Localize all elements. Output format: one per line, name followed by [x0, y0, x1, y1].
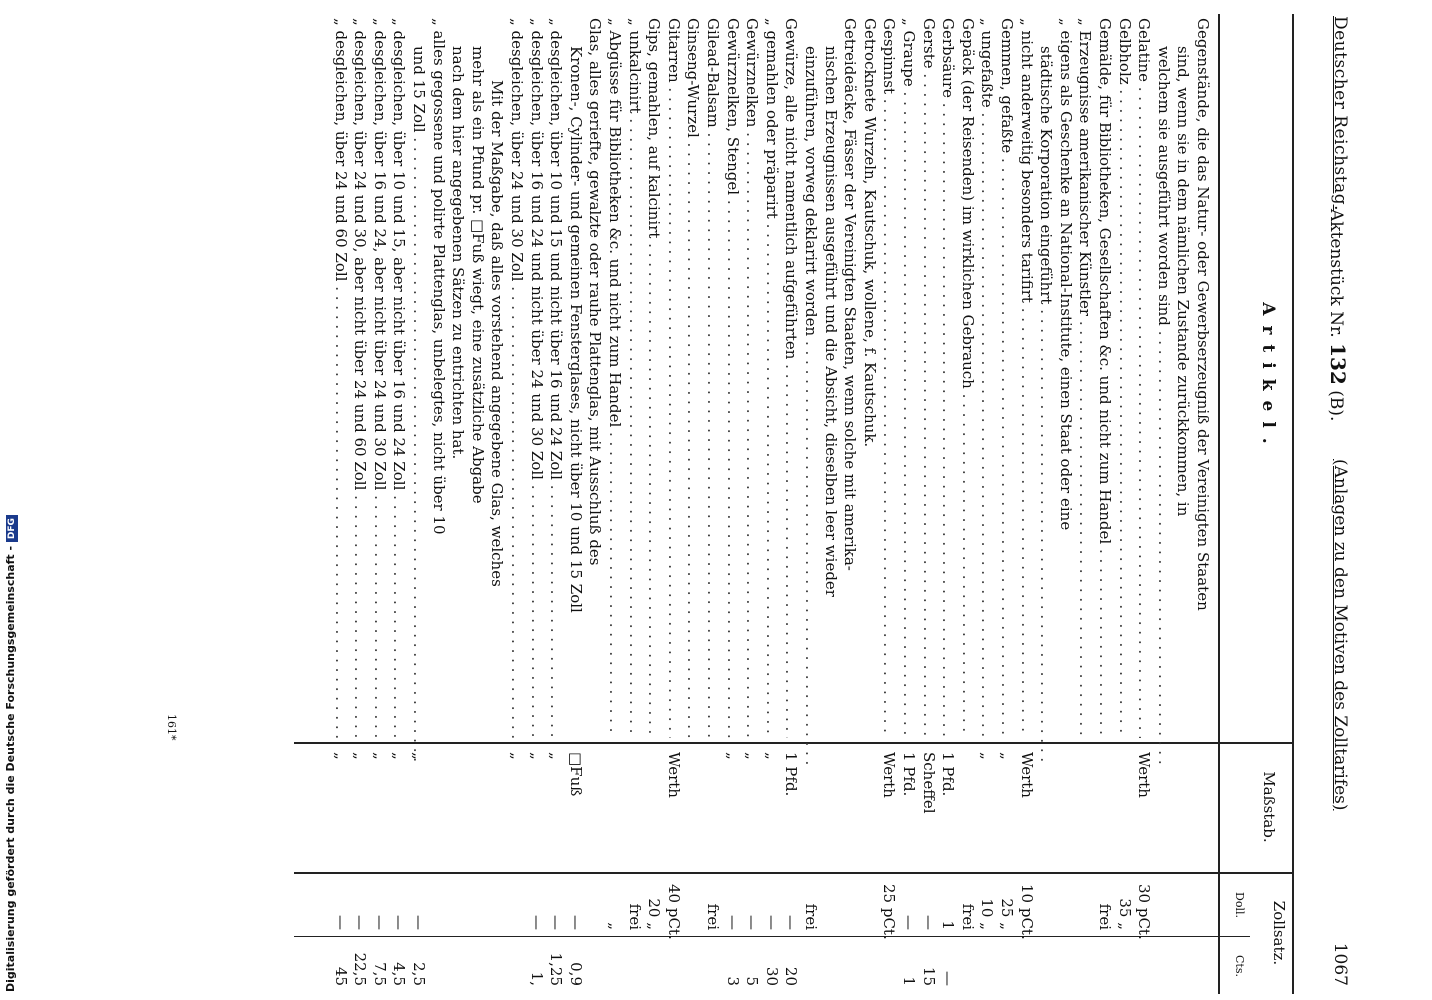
table-row [1095, 14, 1114, 994]
article-text: Gitarren . . . [665, 18, 683, 738]
zollsatz-cents-cell: 3 [723, 976, 742, 986]
massstab-cell: 1 Pfd. [939, 752, 958, 797]
table-row [527, 14, 546, 994]
massstab-cell: Werth [664, 752, 683, 798]
article-text: Gips, gemahlen, auf kalcinirt . . . [645, 18, 663, 738]
massstab-cell: „ [998, 752, 1016, 760]
massstab-cell: „ [370, 752, 389, 760]
zollsatz-dollar-cell: — [743, 915, 762, 930]
zollsatz-dollar-cell: — [390, 915, 409, 930]
zollsatz-dollar-cell: 40 pCt. [664, 884, 683, 940]
table-row [821, 14, 840, 994]
table-row [879, 14, 898, 994]
document-letter: (B). [1326, 390, 1346, 422]
table-row [370, 14, 389, 994]
zollsatz-dollar-cell: 10 pCt. [1017, 884, 1036, 940]
article-text: „ desgleichen, über 10 und 15, aber nicht über 16 und 24 Zoll . . . [390, 18, 408, 738]
article-text: „ gemahlen oder präparirt . . . [763, 18, 781, 738]
article-text: „ desgleichen, über 10 und 15 und nicht über 16 und 24 Zoll . . . [547, 18, 565, 738]
article-text: Gelbholz . . . [1116, 18, 1134, 738]
article-text: „ eigens als Geschenke an National-Institute, einen Staat oder eine [1056, 18, 1075, 531]
table-row [644, 14, 663, 994]
article-text: Gilead-Balsam . . . [704, 18, 722, 738]
article-text: und 15 Zoll . . . [410, 18, 428, 766]
massstab-cell: Werth [1017, 752, 1036, 798]
zollsatz-dollar-cell: — [762, 915, 781, 930]
zollsatz-cents-cell: 22,5 [351, 952, 370, 986]
massstab-cell: Scheffel [919, 752, 938, 814]
article-text: „ alles gegossene und polirte Plattenglas, unbelegtes, nicht über 10 [429, 18, 448, 535]
dollar-subheader: Doll. [1233, 892, 1246, 918]
massstab-cell: „ [547, 752, 566, 760]
article-text: „ desgleichen, über 16 und 24, aber nicht über 24 und 30 Zoll . . . [371, 18, 389, 738]
massstab-cell: „ [351, 752, 370, 760]
massstab-cell: Werth [880, 752, 899, 798]
massstab-cell: „ [508, 752, 526, 760]
article-text: „ desgleichen, über 24 und 30 Zoll . . . [508, 18, 526, 738]
page-subtitle: (Anlagen zu den Motiven des Zolltarifes) [1330, 459, 1350, 811]
article-text: Gepäck (der Reisenden) im wirklichen Gebrauch . . . [959, 18, 977, 738]
table-row [1173, 14, 1192, 994]
zollsatz-dollar-cell: — [410, 915, 428, 930]
table-row [350, 14, 369, 994]
table-row [742, 14, 761, 994]
article-text: welchem sie ausgeführt worden sind . . . [1155, 18, 1173, 766]
zollsatz-dollar-cell: 30 pCt. [1135, 884, 1154, 940]
page-header [1318, 14, 1358, 994]
massstab-cell: 1 Pfd. [900, 752, 918, 797]
article-text: „ desgleichen, über 16 und 24 und nicht über 24 und 30 Zoll . . . [528, 18, 546, 738]
table-row [389, 14, 408, 994]
table-row [1036, 14, 1055, 994]
document-reference [1326, 209, 1350, 421]
running-title: Deutscher Reichstag. [1330, 16, 1350, 211]
article-text: „ unkalcinirt . . . [626, 18, 644, 738]
table-row [1115, 14, 1134, 994]
zollsatz-cents-cell: 7,5 [370, 962, 389, 986]
article-text: „ nicht anderweitig besonders tarifirt . . . [1018, 18, 1036, 738]
table-row [919, 14, 938, 994]
zollsatz-cents-cell: 20 [782, 966, 801, 986]
massstab-cell: „ [331, 752, 350, 760]
zollsatz-dollar-cell: 35 „ [1115, 898, 1134, 930]
zollsatz-dollar-cell: — [547, 915, 566, 930]
zollsatz-dollar-cell: — [370, 915, 389, 930]
zollsatz-dollar-cell: frei [958, 903, 977, 930]
article-text: Gewürze, alle nicht namentlich aufgeführten . . . [782, 18, 800, 738]
article-text: „ ungefaßte . . . [978, 18, 996, 738]
zollsatz-column-header: Zollsatz. [1270, 900, 1288, 966]
table-row [468, 14, 487, 994]
table-row [664, 14, 683, 994]
dfg-logo: DFG [6, 515, 18, 542]
zollsatz-cents-cell: 15 [919, 966, 938, 986]
document-number: 132 [1326, 343, 1350, 385]
zollsatz-cents-cell: 4,5 [390, 962, 409, 986]
massstab-cell: 1 Pfd. [782, 752, 801, 797]
massstab-cell: „ [527, 752, 546, 760]
stamp-text: Digitalisierung gefördert durch die Deutsche Forschungsgemeinschaft - [4, 545, 17, 992]
article-text: sind, wenn sie in dem nämlichen Zustande zurückkommen, in [1174, 46, 1193, 517]
table-row [683, 14, 702, 994]
massstab-cell: „ [723, 752, 742, 760]
article-text: Getreideäcke, Fässer der Vereinigten Staaten, wenn solche mit amerika- [841, 18, 860, 571]
table-row [977, 14, 996, 994]
zollsatz-dollar-cell: frei [802, 903, 820, 930]
zollsatz-cents-cell: 1, [527, 971, 546, 986]
table-row [997, 14, 1016, 994]
article-text: Gemälde, für Bibliotheken, Gesellschaften &c. und nicht zum Handel . . . [1096, 18, 1114, 738]
massstab-cell: „ [762, 752, 781, 760]
table-row [566, 14, 585, 994]
article-text: „ Erzeugnisse amerikanischer Künstler . . . [1076, 18, 1094, 738]
zollsatz-dollar-cell: — [566, 915, 585, 930]
zollsatz-cents-cell: 5 [743, 976, 762, 986]
zollsatz-dollar-cell: — [782, 915, 801, 930]
massstab-cell: „ [390, 752, 409, 760]
zollsatz-dollar-cell: frei [704, 903, 722, 930]
table-row [899, 14, 918, 994]
article-text: „ Abgüsse für Bibliotheken &c. und nicht zum Handel . . . [606, 18, 624, 738]
table-row [546, 14, 565, 994]
article-text: Gewürznelken, Stengel . . . [724, 18, 742, 738]
article-text: nischen Erzeugnissen ausgeführt und die Absicht, dieselben leer wieder [821, 46, 840, 597]
table-row [723, 14, 742, 994]
article-text: städtische Korporation eingeführt . . . [1037, 18, 1055, 766]
zollsatz-dollar-cell: frei [625, 903, 644, 930]
zollsatz-dollar-cell: — [919, 915, 938, 930]
massstab-cell: „ [410, 752, 428, 760]
actenstueck-label: Aktenstück Nr. [1326, 209, 1346, 338]
table-row [507, 14, 526, 994]
article-text: Kronen-, Cylinder- und gemeinen Fensterglases, nicht über 10 und 15 Zoll [566, 46, 585, 613]
table-row [409, 14, 428, 994]
table-row [1017, 14, 1036, 994]
massstab-cell: □Fuß [566, 752, 585, 797]
table-row [487, 14, 506, 994]
massstab-column-header: Maßstab. [1260, 771, 1278, 843]
zollsatz-dollar-cell: 25 „ [998, 898, 1016, 930]
zollsatz-dollar-cell: — [723, 915, 742, 930]
zollsatz-cents-cell: 0,9 [566, 962, 585, 986]
article-text: Ginseng-Wurzel . . . [684, 18, 702, 738]
table-row [448, 14, 467, 994]
zollsatz-dollar-cell: — [351, 915, 370, 930]
article-text: einzuführen, vorweg deklarirt worden . . . [802, 18, 820, 766]
zollsatz-dollar-cell: frei [1096, 903, 1114, 930]
digitization-stamp [4, 512, 18, 992]
article-text: „ Graupe . . . [900, 18, 918, 738]
article-text: nach dem hier angegebenen Sätzen zu entrichten hat. [449, 46, 468, 460]
table-row [938, 14, 957, 994]
zollsatz-cents-cell: 2,5 [410, 962, 428, 986]
table-row [958, 14, 977, 994]
table-row [1056, 14, 1075, 994]
table-row [1154, 14, 1173, 994]
zollsatz-cents-cell: 1 [900, 976, 918, 986]
article-text: Gerbsäure . . . [939, 18, 957, 738]
article-text: Gelatine . . . [1135, 18, 1153, 738]
table-row [625, 14, 644, 994]
article-text: Getrocknete Wurzeln, Kautschuk, wollene, f. Kautschuk. [860, 18, 879, 448]
article-text: mehr als ein Pfund pr. □Fuß wiegt, eine zusätzliche Abgabe [468, 46, 487, 504]
footnote-mark: 161* [165, 714, 178, 741]
table-row [429, 14, 448, 994]
zollsatz-cents-cell: — [939, 971, 958, 986]
massstab-cell: Werth [1135, 752, 1154, 798]
article-text: Gegenstände, die das Natur- oder Gewerbserzeugniß der Vereinigten Staaten [1194, 18, 1212, 611]
zollsatz-dollar-cell: — [331, 915, 350, 930]
page-number: 1067 [1330, 942, 1350, 986]
table-row [840, 14, 859, 994]
table-row [331, 14, 350, 994]
table-row [1193, 14, 1212, 994]
zollsatz-cents-cell: 45 [331, 966, 350, 986]
artikel-column-header: Artikel. [1258, 302, 1278, 454]
massstab-cell: „ [743, 752, 762, 760]
zollsatz-cents-cell: 1,25 [547, 952, 566, 986]
zollsatz-dollar-cell: 25 pCt. [880, 884, 899, 940]
massstab-cell: „ [978, 752, 997, 760]
table-row [703, 14, 722, 994]
article-text: Gemmen, gefaßte . . . [998, 18, 1016, 738]
header-rule [1218, 14, 1220, 994]
table-row [1134, 14, 1153, 994]
article-text: „ desgleichen, über 24 und 30, aber nicht über 24 und 60 Zoll . . . [351, 18, 369, 738]
rotated-page [18, 14, 1358, 994]
table-row [762, 14, 781, 994]
zollsatz-cents-cell: 30 [762, 966, 781, 986]
article-text: Mit der Maßgabe, daß alles vorstehend angegebene Glas, welches [488, 80, 507, 587]
table-row [781, 14, 800, 994]
zollsatz-dollar-cell: — [527, 915, 546, 930]
article-text: Glas, alles geriefte, gewalzte oder rauhe Plattenglas, mit Ausschluß des [586, 18, 605, 566]
article-text: Gewürznelken . . . [743, 18, 761, 738]
article-text: Gespinnst . . . [880, 18, 898, 738]
cents-subheader: Cts. [1233, 955, 1246, 977]
table-row [860, 14, 879, 994]
zollsatz-dollar-cell: 20 „ [645, 898, 664, 930]
zollsatz-dollar-cell: 1 [939, 920, 958, 930]
top-rule [1292, 14, 1294, 994]
table-row [605, 14, 624, 994]
table-row [1075, 14, 1094, 994]
table-row [801, 14, 820, 994]
article-text: Gerste . . . [920, 18, 938, 738]
zollsatz-dollar-cell: — [900, 915, 918, 930]
article-text: „ desgleichen, über 24 und 60 Zoll . . . [332, 18, 350, 738]
zollsatz-dollar-cell: „ [606, 922, 624, 930]
zollsatz-dollar-cell: 10 „ [978, 898, 997, 930]
table-row [585, 14, 604, 994]
